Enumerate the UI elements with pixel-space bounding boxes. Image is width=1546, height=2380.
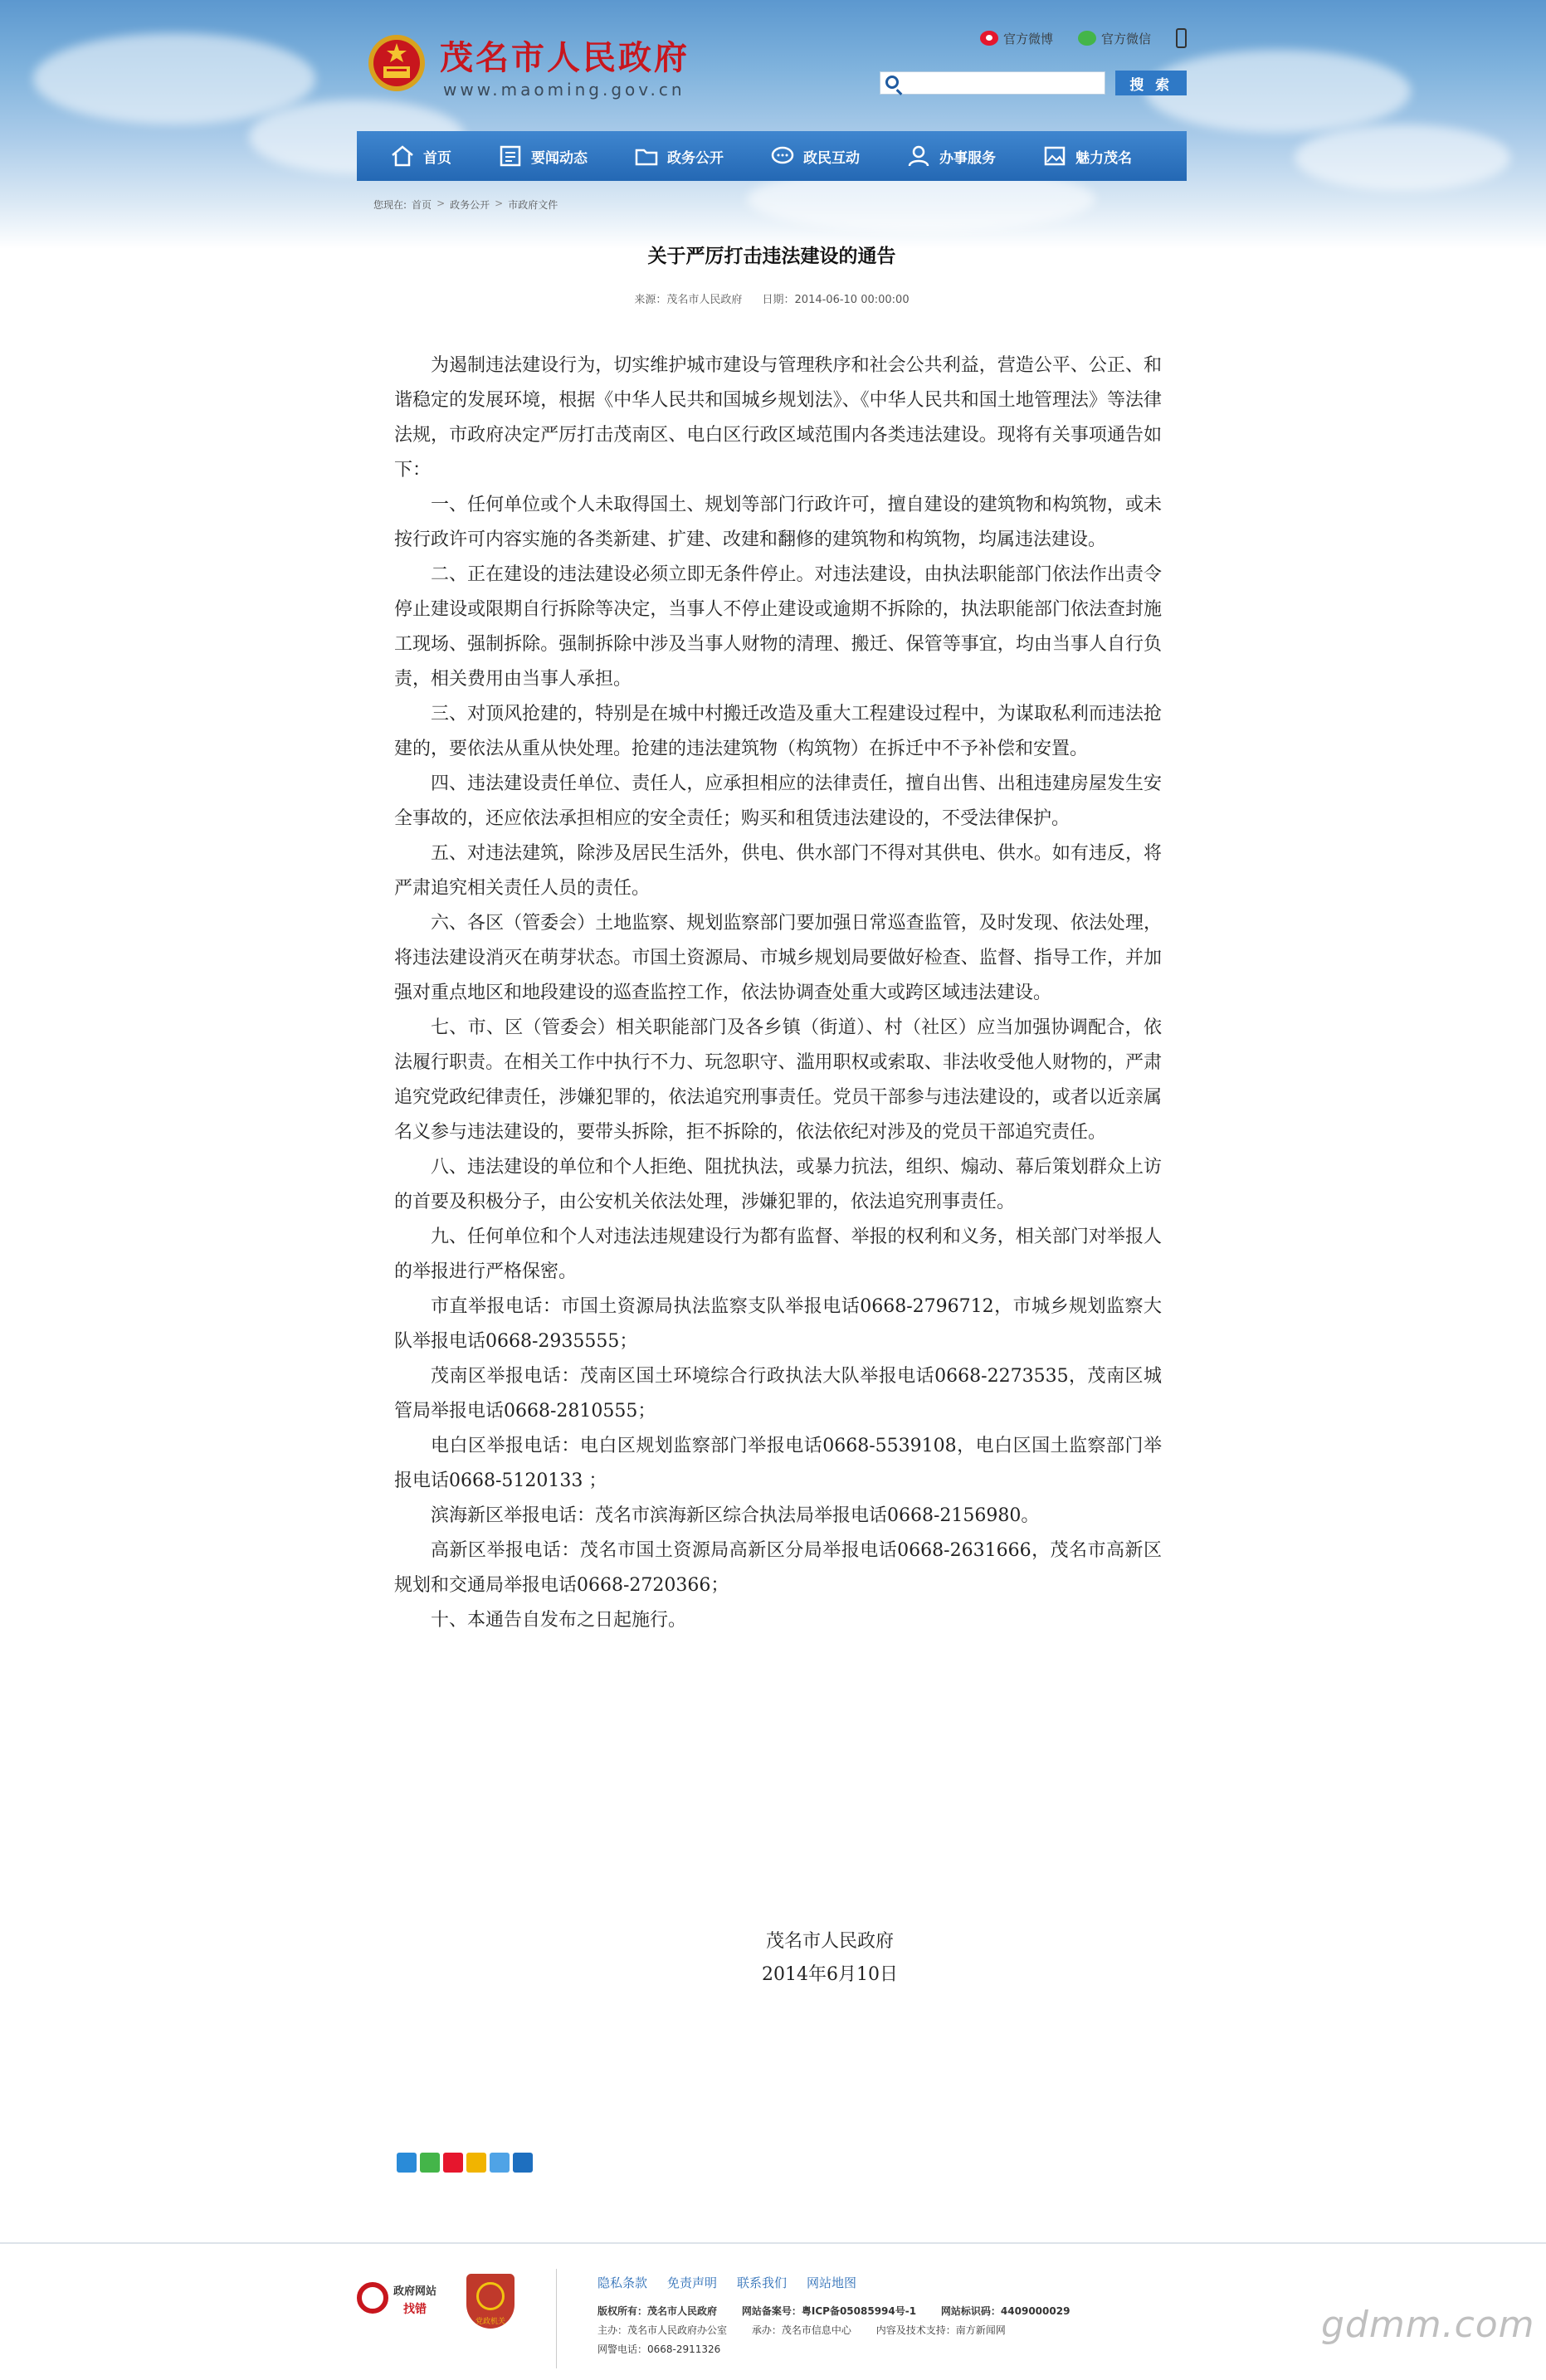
- home-icon: [390, 144, 415, 168]
- social-links: [980, 28, 1187, 48]
- nav-item-gov-affairs[interactable]: [634, 144, 724, 168]
- footer-support: 内容及技术支持：南方新闻网: [875, 2324, 1006, 2336]
- nav-item-charm[interactable]: [1042, 144, 1132, 168]
- image-icon: [1042, 144, 1067, 168]
- site-id-label: 网站标识码：: [940, 2305, 1001, 2317]
- article-signature: [357, 1925, 1187, 1992]
- gov-site-error-report-logo[interactable]: [357, 2279, 448, 2325]
- icp-label: 网站备案号：: [741, 2305, 802, 2317]
- signature-date: 2014年6月10日: [762, 1964, 898, 1985]
- article-paragraph: 一、任何单位或个人未取得国土、规划等部门行政许可，擅自建设的建筑物和构筑物，或未按行政许可内容实施的各类新建、扩建、改建和翻修的建筑物和构筑物，均属违法建设。: [394, 495, 1162, 550]
- badge-text: 党政机关: [475, 2318, 505, 2326]
- copyright-value: 茂名市人民政府: [647, 2305, 718, 2317]
- chat-icon: [770, 144, 795, 168]
- logo1-line1: 政府网站: [393, 2285, 437, 2298]
- news-icon: [498, 144, 523, 168]
- share-renren-icon[interactable]: [513, 2153, 533, 2173]
- breadcrumb-item-gov-affairs[interactable]: 政务公开: [450, 199, 490, 211]
- article-paragraph: 高新区举报电话：茂名市国土资源局高新区分局举报电话0668-2631666，茂名市高新区规划和交通局举报电话0668-2720366；: [394, 1540, 1162, 1596]
- share-qzone-icon[interactable]: [466, 2153, 486, 2173]
- weibo-link[interactable]: [980, 30, 1053, 47]
- breadcrumb-prefix: 您现在:: [373, 199, 407, 211]
- article-date: 日期：2014-06-10 00:00:00: [762, 294, 910, 306]
- nav-item-services[interactable]: [906, 144, 996, 168]
- footer-link-sitemap[interactable]: 网站地图: [807, 2275, 857, 2290]
- article-paragraph: 为遏制违法建设行为，切实维护城市建设与管理秩序和社会公共利益，营造公平、公正、和谐稳定的发展环境，根据《中华人民共和国城乡规划法》、《中华人民共和国土地管理法》等法律法规，市政府决定严厉打击茂南区、电白区行政区域范围内各类违法建设。现将有关事项通告如下：: [394, 355, 1162, 480]
- nav-label: 魅力茂名: [1075, 149, 1132, 167]
- breadcrumb-separator: >: [495, 198, 504, 209]
- nav-label: 办事服务: [939, 149, 996, 167]
- wechat-icon: [1078, 31, 1096, 46]
- footer-undertake: 承办：茂名市信息中心: [751, 2324, 851, 2336]
- nav-label: 政务公开: [667, 149, 724, 167]
- article-paragraph: 五、对违法建筑，除涉及居民生活外，供电、供水部门不得对其供电、供水。如有违反，将严肃追究相关责任人员的责任。: [394, 843, 1162, 899]
- footer-host: 主办：茂名市人民政府办公室: [597, 2324, 728, 2336]
- breadcrumb-item-city-docs[interactable]: 市政府文件: [508, 199, 558, 211]
- icp-value[interactable]: 粤ICP备05085994号-1: [801, 2305, 917, 2317]
- article-paragraph: 四、违法建设责任单位、责任人，应承担相应的法律责任，擅自出售、出租违建房屋发生安全事故的，还应依法承担相应的安全责任；购买和租赁违法建设的，不受法律保护。: [394, 773, 1162, 829]
- folder-icon: [634, 144, 659, 168]
- share-bar: [397, 2153, 533, 2173]
- watermark-text: gdmm.com: [1321, 2304, 1535, 2346]
- site-name[interactable]: 茂名市人民政府: [440, 38, 690, 77]
- article-paragraph: 市直举报电话：市国土资源局执法监察支队举报电话0668-2796712，市城乡规划监察大队举报电话0668-2935555；: [394, 1296, 1162, 1352]
- copyright-label: 版权所有：: [597, 2305, 648, 2317]
- national-emblem-icon: [365, 30, 428, 95]
- article-paragraph: 九、任何单位和个人对违法违规建设行为都有监督、举报的权利和义务，相关部门对举报人的举报进行严格保密。: [394, 1227, 1162, 1282]
- mobile-link[interactable]: [1176, 28, 1187, 48]
- article-paragraph: 二、正在建设的违法建设必须立即无条件停止。对违法建设，由执法职能部门依法作出责令停止建设或限期自行拆除等决定，当事人不停止建设或逾期不拆除的，执法职能部门依法查封施工现场、强制拆除。强制拆除中涉及当事人财物的清理、搬迁、保管等事宜，均由当事人自行负责，相关费用由当事人承担。: [394, 564, 1162, 690]
- breadcrumb-separator: >: [436, 198, 446, 209]
- nav-label: 政民互动: [803, 149, 860, 167]
- logo1-line2: 找错: [403, 2303, 427, 2316]
- signature-org: 茂名市人民政府: [765, 1931, 894, 1952]
- nav-item-home[interactable]: [390, 144, 451, 168]
- breadcrumb: [373, 198, 558, 212]
- footer-link-disclaimer[interactable]: 免责声明: [667, 2275, 718, 2290]
- mobile-phone-icon: [1176, 28, 1187, 48]
- share-more-icon[interactable]: [397, 2153, 417, 2173]
- badge-emblem-icon: [476, 2282, 505, 2310]
- share-tencent-icon[interactable]: [490, 2153, 510, 2173]
- footer-links: [597, 2274, 856, 2291]
- article-paragraph: 七、市、区（管委会）相关职能部门及各乡镇（街道）、村（社区）应当加强协调配合，依法履行职责。在相关工作中执行不力、玩忽职守、滥用职权或索取、非法收受他人财物的，严肃追究党政纪律责任，涉嫌犯罪的，依法追究刑事责任。党员干部参与违法建设的，或者以近亲属名义参与违法建设的，要带头拆除，拒不拆除的，依法依纪对涉及的党员干部追究责任。: [394, 1017, 1162, 1143]
- user-icon: [906, 144, 931, 168]
- nav-label: 要闻动态: [531, 149, 588, 167]
- article-paragraph: 茂南区举报电话：茂南区国土环境综合行政执法大队举报电话0668-2273535，茂南区城管局举报电话0668-2810555；: [394, 1366, 1162, 1422]
- search-button[interactable]: 搜 索: [1115, 71, 1187, 95]
- share-weibo-icon[interactable]: [443, 2153, 463, 2173]
- footer-info: [597, 2302, 1070, 2359]
- main-nav: [357, 131, 1187, 181]
- article-paragraph: 三、对顶风抢建的，特别是在城中村搬迁改造及重大工程建设过程中，为谋取私利而违法抢建的，要依法从重从快处理。抢建的违法建筑物（构筑物）在拆迁中不予补偿和安置。: [394, 704, 1162, 759]
- weibo-label: 官方微博: [1002, 31, 1053, 46]
- article-paragraph: 滨海新区举报电话：茂名市滨海新区综合执法局举报电话0668-2156980。: [431, 1505, 1040, 1526]
- site-id-value: 4409000029: [1000, 2305, 1070, 2317]
- wechat-link[interactable]: [1078, 30, 1151, 47]
- article-paragraph: 八、违法建设的单位和个人拒绝、阻扰执法，或暴力抗法，组织、煽动、幕后策划群众上访的首要及积极分子，由公安机关依法处理，涉嫌犯罪的，依法追究刑事责任。: [394, 1157, 1162, 1212]
- nav-label: 首页: [423, 149, 451, 167]
- article-source: 来源：茂名市人民政府: [634, 294, 743, 306]
- footer-link-privacy[interactable]: 隐私条款: [597, 2275, 648, 2290]
- nav-item-news[interactable]: [498, 144, 588, 168]
- nav-item-interaction[interactable]: [770, 144, 860, 168]
- site-url: www.maoming.gov.cn: [443, 80, 685, 100]
- error-report-icon: [357, 2282, 388, 2314]
- article-body: [394, 349, 1162, 1638]
- article-paragraph: 六、各区（管委会）土地监察、规划监察部门要加强日常巡查监管，及时发现、依法处理，将违法建设消灭在萌芽状态。市国土资源局、市城乡规划局要做好检查、监督、指导工作，并加强对重点地区和地段建设的巡查监控工作，依法协调查处重大或跨区域违法建设。: [394, 913, 1162, 1003]
- share-wechat-icon[interactable]: [420, 2153, 440, 2173]
- article-paragraph: 电白区举报电话：电白区规划监察部门举报电话0668-5539108，电白区国土监察部门举报电话0668-5120133 ；: [394, 1436, 1162, 1491]
- weibo-icon: [980, 31, 998, 46]
- search-bar: [880, 70, 1187, 96]
- footer-vertical-divider: [556, 2269, 557, 2368]
- wechat-label: 官方微信: [1100, 31, 1151, 46]
- article-title: 关于严厉打击违法建设的通告: [647, 246, 896, 267]
- footer-link-contact[interactable]: 联系我们: [737, 2275, 788, 2290]
- search-input[interactable]: [880, 71, 1105, 95]
- search-icon: [885, 76, 899, 89]
- breadcrumb-item-home[interactable]: 首页: [412, 199, 432, 211]
- footer-phone: 网警电话：0668-2911326: [597, 2343, 721, 2355]
- party-gov-badge-logo[interactable]: [466, 2274, 515, 2329]
- footer: [357, 2244, 1187, 2380]
- article-paragraph: 十、本通告自发布之日起施行。: [431, 1610, 687, 1631]
- article-meta: [357, 290, 1187, 306]
- header-sky-background: [0, 0, 1546, 249]
